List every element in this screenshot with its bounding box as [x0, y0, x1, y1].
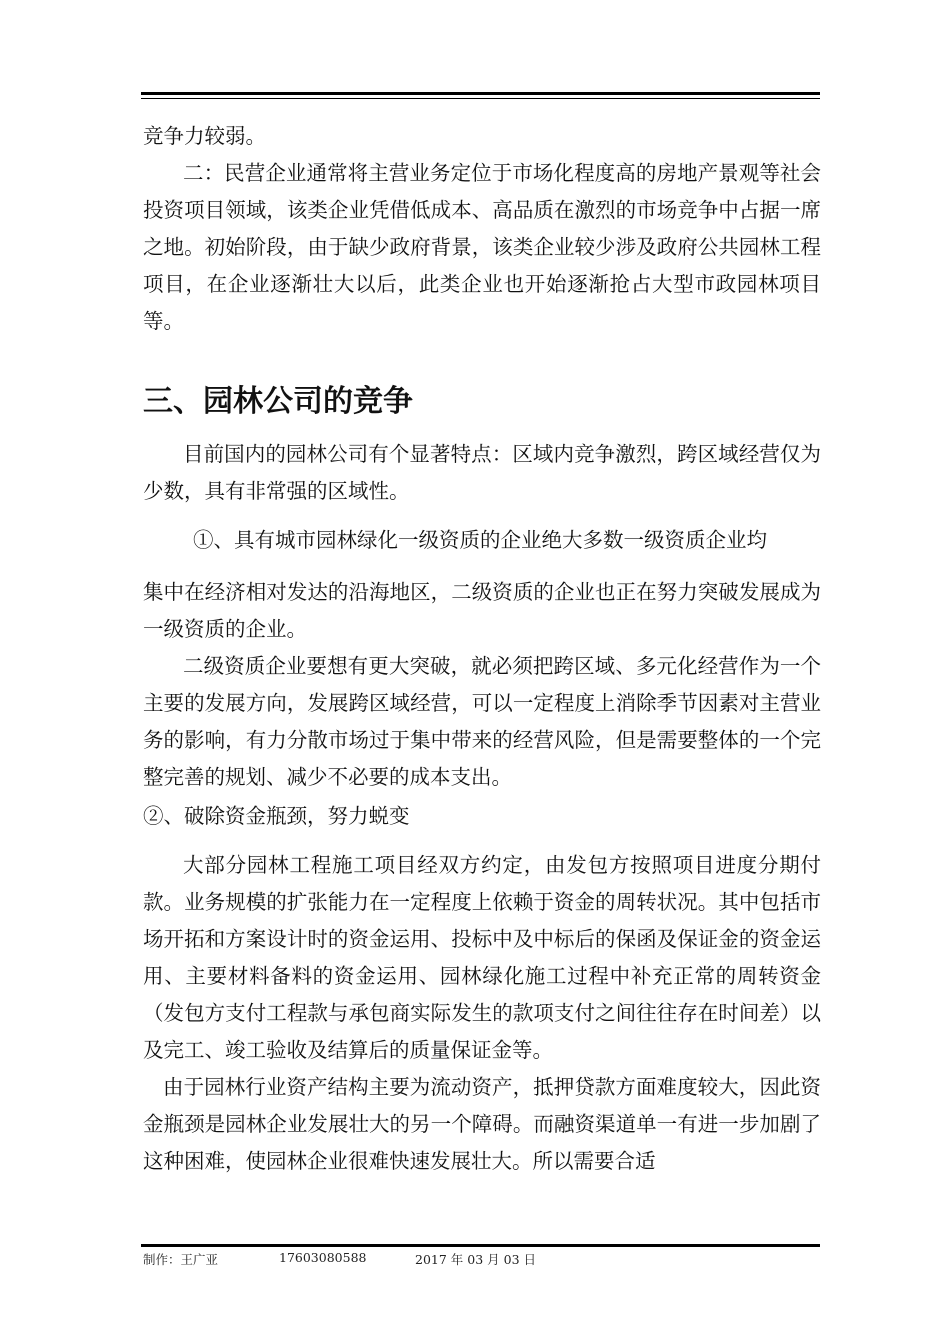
footer-phone: 17603080588	[279, 1250, 367, 1265]
footer-author: 制作：王广亚	[143, 1252, 219, 1267]
paragraph-continuation: 竞争力较弱。	[143, 124, 266, 148]
paragraph-payment: 大部分园林工程施工项目经双方约定，由发包方按照项目进度分期付款。业务规模的扩张能力在一定程度上依赖于资金的周转状况。其中包括市场开拓和方案设计时的资金运用、投标中及中标后的保函及保证金的资金运用、主要材料备料的资金运用、园林绿化施工过程中补充正常的周转资金（发包方支付工程款与承包商实际发生的款项支付之间往往存在时间差）以及完工、竣工验收及结算后的质量保证金等。	[143, 853, 821, 1062]
header-rule-thin	[141, 98, 820, 99]
header-rule-thick	[141, 92, 820, 95]
paragraph-regional-competition: 目前国内的园林公司有个显著特点：区域内竞争激烈，跨区域经营仅为少数，具有非常强的区域性。	[143, 442, 821, 503]
paragraph-private-enterprises: 二：民营企业通常将主营业务定位于市场化程度高的房地产景观等社会投资项目领域，该类企业凭借低成本、高品质在激烈的市场竞争中占据一席之地。初始阶段，由于缺少政府背景，该类企业较少涉及政府公共园林工程项目，在企业逐渐壮大以后，此类企业也开始逐渐抢占大型市政园林项目等。	[143, 161, 821, 333]
paragraph-grade-one-rest: 集中在经济相对发达的沿海地区，二级资质的企业也正在努力突破发展成为一级资质的企业。	[143, 580, 821, 641]
document-body	[143, 118, 821, 1180]
subheading-funding: ②、破除资金瓶颈，努力蜕变	[143, 804, 410, 828]
paragraph-grade-two: 二级资质企业要想有更大突破，就必须把跨区域、多元化经营作为一个主要的发展方向，发展跨区域经营，可以一定程度上消除季节因素对主营业务的影响，有力分散市场过于集中带来的经营风险，但是需要整体的一个完整完善的规划、减少不必要的成本支出。	[143, 654, 821, 789]
paragraph-capital-bottleneck: 由于园林行业资产结构主要为流动资产，抵押贷款方面难度较大，因此资金瓶颈是园林企业发展壮大的另一个障碍。而融资渠道单一有进一步加剧了这种困难，使园林企业很难快速发展壮大。所以需要合适	[143, 1075, 821, 1173]
section-heading: 三、园林公司的竞争	[143, 384, 413, 419]
paragraph-grade-one-intro: ①、具有城市园林绿化一级资质的企业绝大多数一级资质企业均	[193, 528, 767, 552]
footer-date: 2017 年 03 月 03 日	[415, 1252, 536, 1267]
footer-rule	[141, 1244, 820, 1247]
